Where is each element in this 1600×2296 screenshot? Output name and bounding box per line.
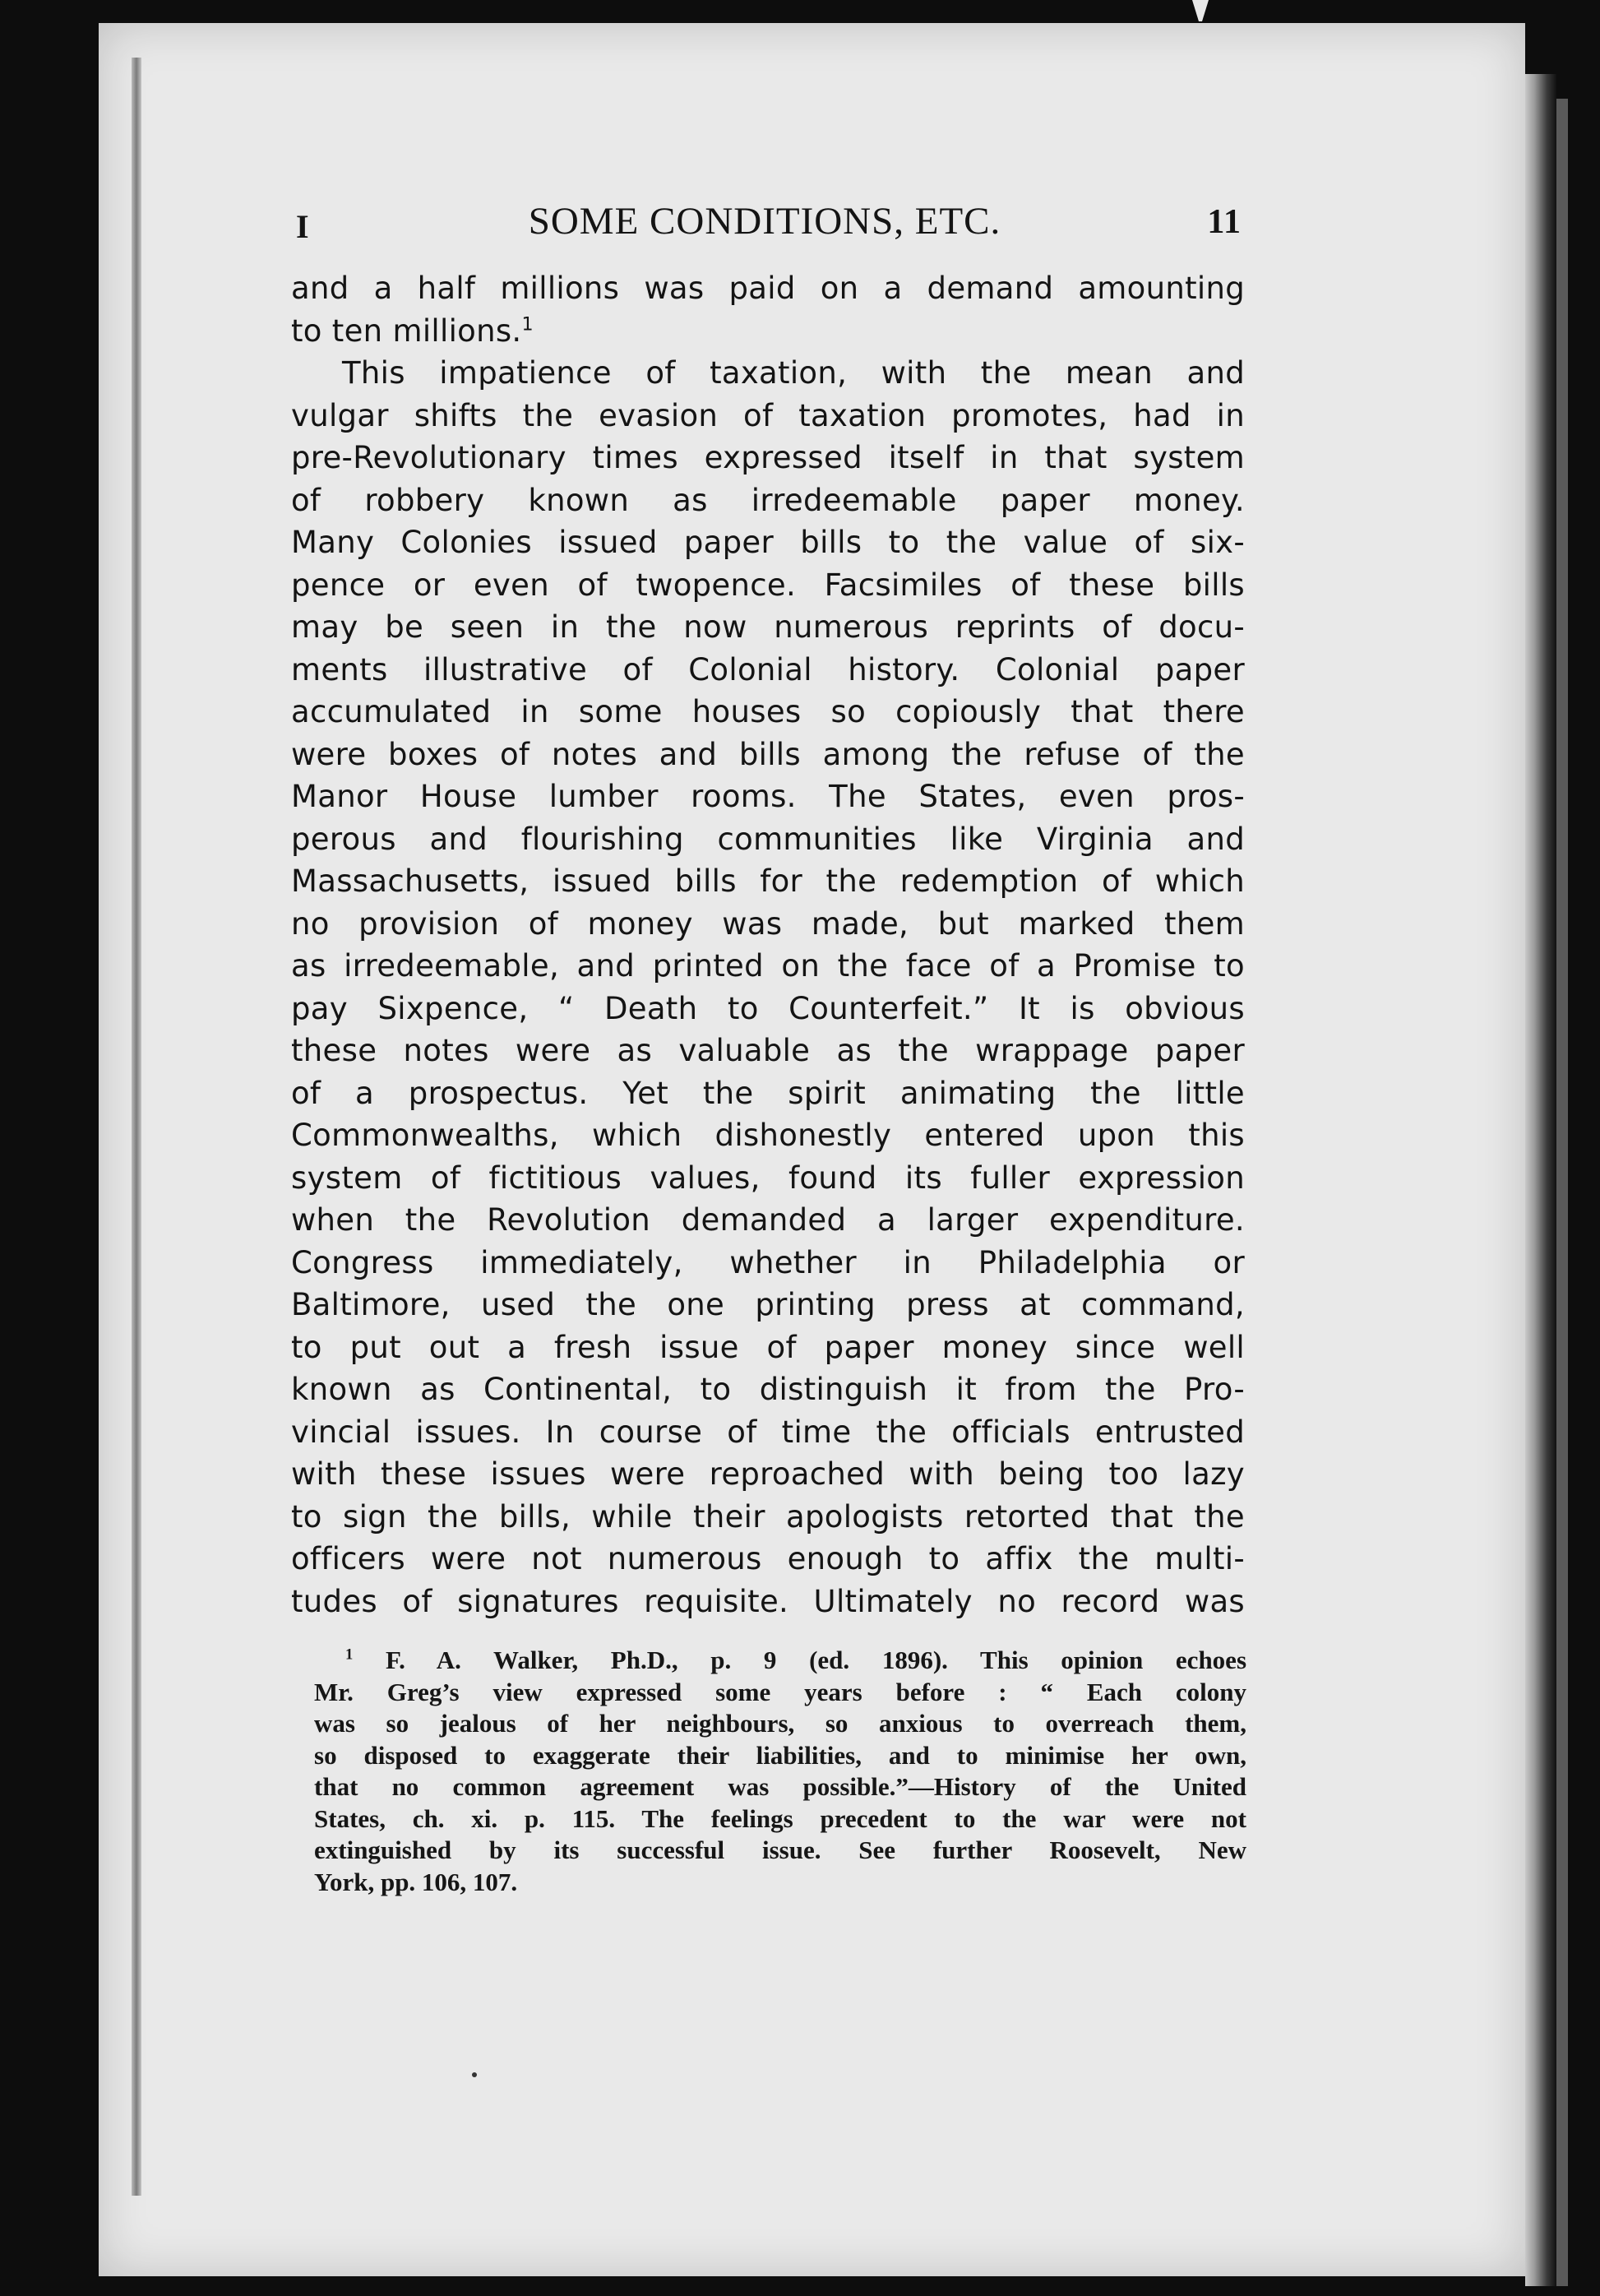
text-line: these notes were as valuable as the wrappage paper: [291, 1033, 1245, 1068]
body-text: [291, 267, 1245, 1622]
book-edge-shadow: [1556, 99, 1568, 2286]
page-number: 11: [1207, 203, 1242, 241]
footnote-reference: 1: [521, 313, 534, 336]
header-left-mark: I: [296, 208, 310, 245]
text-line: Congress immediately, whether in Philadelphia or: [291, 1244, 1245, 1280]
text-line: of robbery known as irredeemable paper money.: [291, 482, 1245, 518]
footnote-line: was so jealous of her neighbours, so anxious to overreach them,: [314, 1709, 1246, 1738]
text-line: Massachusetts, issued bills for the redemption of which: [291, 863, 1245, 899]
text-line: known as Continental, to distinguish it from the Pro-: [291, 1372, 1245, 1407]
text-line: and a half millions was paid on a demand amounting: [291, 271, 1245, 306]
footnote: [314, 1645, 1246, 1898]
text-line: Baltimore, used the one printing press at command,: [291, 1287, 1245, 1322]
text-line: pre-Revolutionary times expressed itself in that system: [291, 440, 1245, 475]
text-line: accumulated in some houses so copiously that there: [291, 694, 1245, 729]
text-line: vulgar shifts the evasion of taxation promotes, had in: [291, 397, 1245, 433]
text-line: to put out a fresh issue of paper money since well: [291, 1329, 1245, 1365]
text-line: pay Sixpence, “ Death to Counterfeit.” It is obvious: [291, 990, 1245, 1026]
top-tab: [1192, 0, 1209, 21]
text-line: as irredeemable, and printed on the face of a Promise to: [291, 948, 1245, 984]
text-line: system of fictitious values, found its fuller expression: [291, 1160, 1245, 1196]
text-line: Commonwealths, which dishonestly entered upon this: [291, 1118, 1245, 1153]
text-line: Many Colonies issued paper bills to the value of six-: [291, 525, 1245, 560]
footnote-line: $^1$ F. A. Walker, Ph.D., p. 9 (ed. 1896). This opinion echoes: [345, 1646, 1247, 1674]
footnote-line: States, ch. xi. p. 115. The feelings precedent to the war were not: [314, 1803, 1246, 1833]
footnote-line: York, pp. 106, 107.: [314, 1867, 518, 1896]
text-line: This impatience of taxation, with the mean and: [342, 355, 1245, 391]
footnote-line: extinguished by its successful issue. See further Roosevelt, New: [314, 1835, 1246, 1864]
footnote-line: Mr. Greg’s view expressed some years before : “ Each colony: [314, 1677, 1246, 1706]
page-gutter: [132, 58, 141, 2196]
text-line: may be seen in the now numerous reprints of docu-: [291, 609, 1245, 645]
book-edge: [1525, 74, 1556, 2286]
text-line: to sign the bills, while their apologists retorted that the: [291, 1498, 1245, 1535]
text-line: with these issues were reproached with being too lazy: [291, 1456, 1245, 1492]
footnote-number: 1: [345, 1646, 354, 1664]
text-line: perous and flourishing communities like Virginia and: [291, 821, 1245, 857]
text-line: when the Revolution demanded a larger expenditure.: [291, 1202, 1245, 1238]
text-line: of a prospectus. Yet the spirit animating the little: [291, 1075, 1245, 1111]
text-line: no provision of money was made, but marked them: [291, 905, 1245, 942]
text-line: officers were not numerous enough to affix the multi-: [291, 1541, 1245, 1576]
text-line: to ten millions.$^1$: [291, 312, 534, 349]
text-line: ments illustrative of Colonial history. Colonial paper: [291, 651, 1245, 687]
running-header: [288, 196, 1242, 253]
text-line: vincial issues. In course of time the officials entrusted: [291, 1414, 1245, 1450]
footnote-line: so disposed to exaggerate their liabilities, and to minimise her own,: [314, 1740, 1246, 1770]
running-title: SOME CONDITIONS, ETC.: [528, 200, 1001, 243]
paper-speck: [472, 2072, 477, 2077]
text-line: Manor House lumber rooms. The States, even pros-: [291, 779, 1245, 814]
footnote-line: that no common agreement was possible.”—History of the United: [314, 1772, 1246, 1801]
text-line: tudes of signatures requisite. Ultimately no record was: [291, 1583, 1245, 1619]
text-line: were boxes of notes and bills among the refuse of the: [291, 736, 1245, 772]
text-line: pence or even of twopence. Facsimiles of these bills: [291, 567, 1245, 603]
